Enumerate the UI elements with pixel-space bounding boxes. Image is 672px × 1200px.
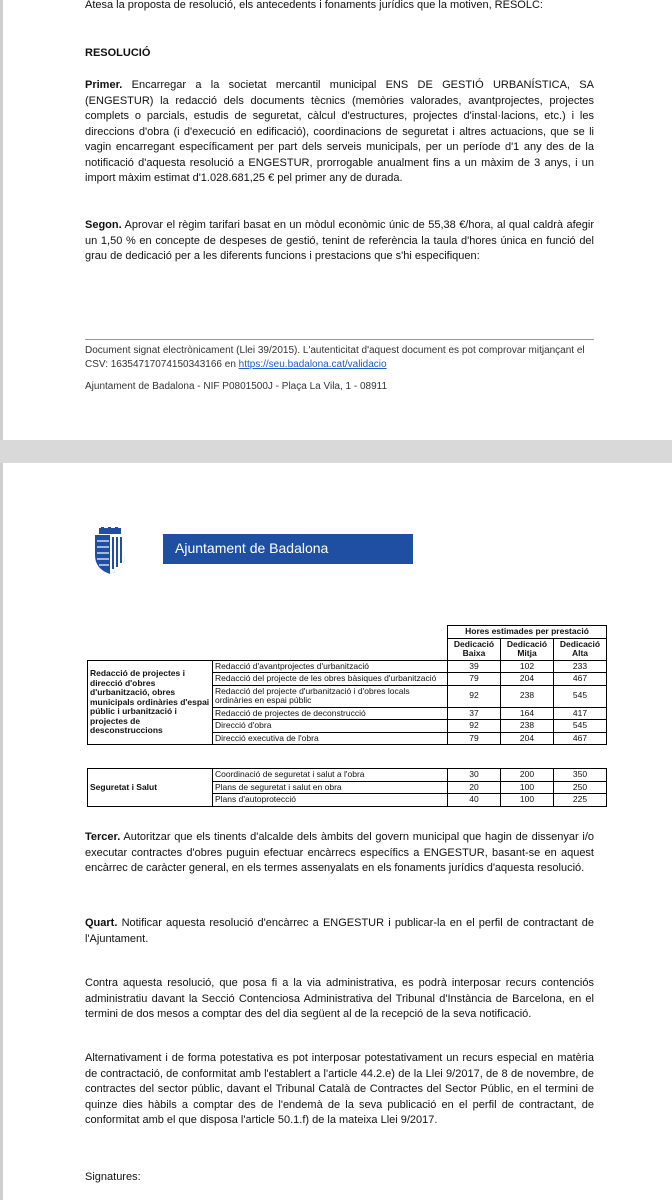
- mitja-cell: 164: [501, 707, 554, 720]
- badalona-shield-icon: [85, 527, 135, 575]
- table-row: [88, 769, 607, 782]
- alta-cell: 545: [554, 685, 607, 707]
- csv-notice: [85, 344, 594, 371]
- quart-label: Quart.: [85, 917, 118, 929]
- tercer-text: Autoritzar que els tinents d'alcalde dels àmbits del govern municipal que hagin de dissenyar i/o executar contractes d'obres puguin efectuar encàrrecs específics a ENGESTUR, basant-se en aquest encàrrec de caràcter general, en els termes assenyalats en els fonaments jurídics d'aquesta resolució.: [85, 831, 595, 874]
- tercer-paragraph: [85, 830, 594, 877]
- quart-paragraph: [85, 916, 594, 947]
- col-mitja: Dedicació Mitja: [501, 638, 554, 660]
- baixa-cell: 30: [448, 769, 501, 782]
- signature-footer: [85, 344, 594, 394]
- resolution-heading: RESOLUCIÓ: [85, 47, 151, 59]
- group-projectes: Redacció de projectes i direcció d'obres d'urbanització, obres municipals ordinàries d'espai públic i urbanització i projectes de desconstruccions: [88, 660, 213, 745]
- alta-cell: 467: [554, 673, 607, 686]
- table-row: [88, 660, 607, 673]
- col-baixa: Dedicació Baixa: [448, 638, 501, 660]
- signatures-label: Signatures:: [85, 1171, 141, 1183]
- alta-cell: 467: [554, 732, 607, 745]
- document-page-2: [0, 463, 672, 1200]
- activity-cell: Plans d'autoprotecció: [213, 794, 448, 807]
- mitja-cell: 200: [501, 769, 554, 782]
- alta-cell: 545: [554, 720, 607, 733]
- activity-cell: Redacció de projectes de deconstrucció: [213, 707, 448, 720]
- primer-label: Primer.: [85, 79, 123, 91]
- baixa-cell: 40: [448, 794, 501, 807]
- segon-text: Aprovar el règim tarifari basat en un mòdul econòmic únic de 55,38 €/hora, al qual caldrà afegir un 1,50 % en concepte de despeses de gestió, tenint de referència la taula d'hores única en funció del grau de dedicació per a les diferents funcions i prestacions que s'hi especifiquen:: [85, 219, 594, 262]
- baixa-cell: 39: [448, 660, 501, 673]
- table-header-row: [88, 626, 607, 639]
- group-seguretat: Seguretat i Salut: [88, 769, 213, 807]
- primer-paragraph: [85, 78, 594, 187]
- alta-cell: 417: [554, 707, 607, 720]
- quart-text: Notificar aquesta resolució d'encàrrec a ENGESTUR i publicar-la en el perfil de contractant de l'Ajuntament.: [85, 917, 594, 945]
- alta-cell: 250: [554, 781, 607, 794]
- intro-sentence: Atesa la proposta de resolució, els antecedents i fonaments jurídics que la motiven, RESOLC:: [85, 0, 543, 11]
- mitja-cell: 238: [501, 685, 554, 707]
- activity-cell: Direcció d'obra: [213, 720, 448, 733]
- city-logo: [85, 527, 595, 575]
- alternatiu-paragraph: Alternativament i de forma potestativa es pot interposar potestativament un recurs especial en matèria de contractació, de conformitat amb l'establert a l'article 44.2.e) de la Llei 9/2017, de 8 de novembre, de contractes del sector públic, davant el Tribunal Català de Contractes del Sector Públic, en el termini de quinze dies hàbils a comptar des de l'endemà de la seva publicació en el perfil de contractant, de conformitat amb el que disposa l'article 50.1.f) de la mateixa Llei 9/2017.: [85, 1052, 594, 1126]
- baixa-cell: 92: [448, 720, 501, 733]
- primer-text: Encarregar a la societat mercantil municipal ENS DE GESTIÓ URBANÍSTICA, SA (ENGESTUR) la redacció dels documents tècnics (memòries valorades, avantprojectes, projectes complets o parcials, estudis de seguretat, càlcul d'estructures, projectes d'instal·lacions, etc.) i les direccions d'obra (i d'execució en edificació), coordinacions de seguretat i altres actuacions, que se li vagin encarregant específicament per part dels serveis municipals, per un període d'1 any des de la notificació d'aquesta resolució a ENGESTUR, prorrogable anualment fins a un màxim de 3 anys, i un import màxim estimat d'1.028.681,25 € pel primer any de durada.: [85, 79, 594, 184]
- activity-cell: Direcció executiva de l'obra: [213, 732, 448, 745]
- hours-group-header: Hores estimades per prestació: [448, 626, 607, 639]
- table-subheader-row: [88, 638, 607, 660]
- mitja-cell: 204: [501, 673, 554, 686]
- activity-cell: Redacció d'avantprojectes d'urbanització: [213, 660, 448, 673]
- alta-cell: 225: [554, 794, 607, 807]
- logo-text: Ajuntament de Badalona: [175, 540, 329, 556]
- footer-divider: [85, 339, 594, 340]
- activity-cell: Redacció del projecte de les obres bàsiques d'urbanització: [213, 673, 448, 686]
- baixa-cell: 20: [448, 781, 501, 794]
- validation-link[interactable]: https://seu.badalona.cat/validacio: [238, 358, 387, 370]
- csv-text: Document signat electrònicament (Llei 39/2015). L'autenticitat d'aquest document es pot comprovar mitjançant el CSV: 16354717074150343166 en: [85, 345, 585, 370]
- baixa-cell: 92: [448, 685, 501, 707]
- safety-table: [87, 768, 607, 807]
- hours-table: [87, 625, 607, 745]
- document-page-1: [0, 0, 672, 440]
- alta-cell: 233: [554, 660, 607, 673]
- mitja-cell: 102: [501, 660, 554, 673]
- baixa-cell: 79: [448, 732, 501, 745]
- activity-cell: Plans de seguretat i salut en obra: [213, 781, 448, 794]
- activity-cell: Redacció del projecte d'urbanització i d'obres locals ordinàries en espai públic: [213, 685, 448, 707]
- mitja-cell: 100: [501, 794, 554, 807]
- footer-address: Ajuntament de Badalona - NIF P0801500J - Plaça La Vila, 1 - 08911: [85, 381, 388, 392]
- tercer-label: Tercer.: [85, 831, 121, 843]
- col-alta: Dedicació Alta: [554, 638, 607, 660]
- mitja-cell: 238: [501, 720, 554, 733]
- mitja-cell: 204: [501, 732, 554, 745]
- alta-cell: 350: [554, 769, 607, 782]
- baixa-cell: 37: [448, 707, 501, 720]
- baixa-cell: 79: [448, 673, 501, 686]
- segon-label: Segon.: [85, 219, 122, 231]
- mitja-cell: 100: [501, 781, 554, 794]
- logo-banner: [163, 534, 413, 564]
- segon-paragraph: [85, 218, 594, 265]
- intro-text: [85, 0, 594, 14]
- activity-cell: Coordinació de seguretat i salut a l'obra: [213, 769, 448, 782]
- recurs-paragraph: Contra aquesta resolució, que posa fi a la via administrativa, es podrà interposar recurs contenciós administratiu davant la Secció Contenciosa Administrativa del Tribunal d'Instància de Barcelona, en el termini de dos mesos a comptar des del dia següent al de la recepció de la seva notificació.: [85, 977, 594, 1020]
